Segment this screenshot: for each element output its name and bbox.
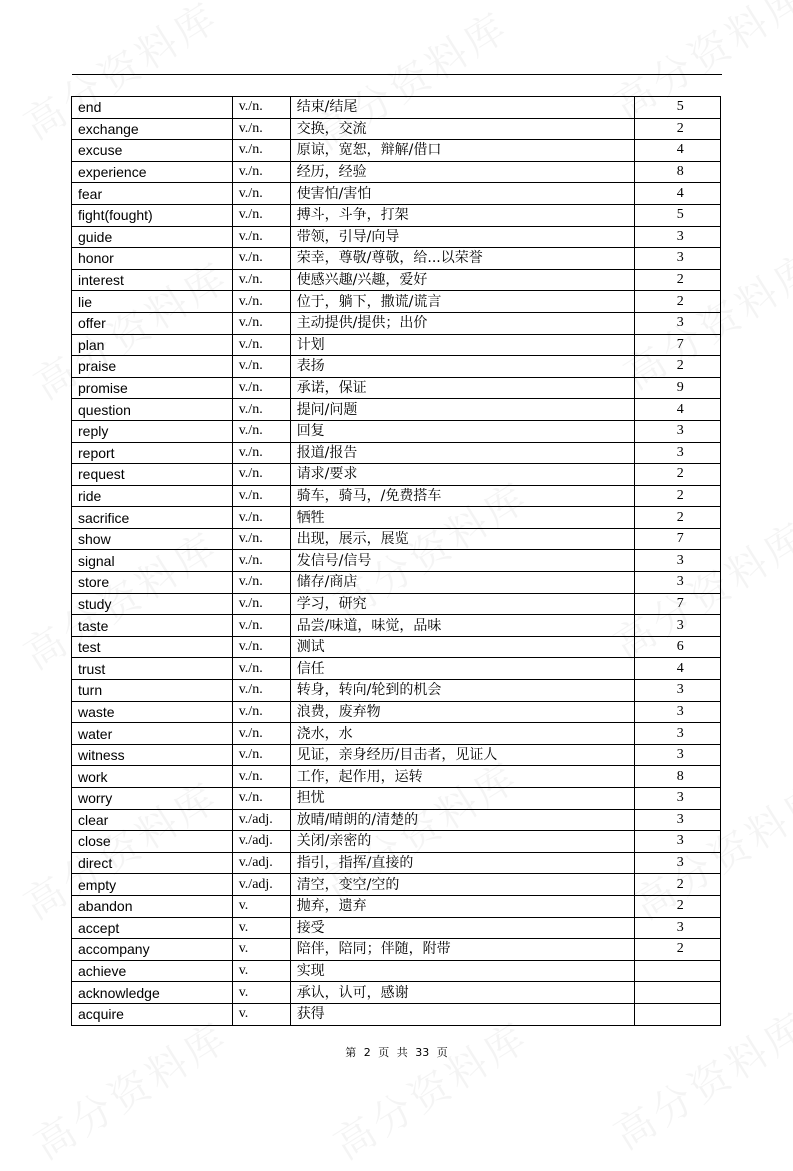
frequency-cell: 2 [634,464,721,486]
part-of-speech-cell: v./n. [232,572,290,594]
part-of-speech-cell: v./n. [232,680,290,702]
word-cell: achieve [72,960,233,982]
table-row [72,291,721,313]
meaning-cell: 品尝/味道，味觉，品味 [290,615,634,637]
word-cell: close [72,831,233,853]
meaning-cell: 转身，转向/轮到的机会 [290,680,634,702]
part-of-speech-cell: v./n. [232,723,290,745]
part-of-speech-cell: v./n. [232,788,290,810]
word-cell: promise [72,377,233,399]
frequency-cell [634,960,721,982]
word-cell: question [72,399,233,421]
part-of-speech-cell: v./n. [232,420,290,442]
frequency-cell: 3 [634,680,721,702]
frequency-cell: 7 [634,334,721,356]
table-row [72,399,721,421]
frequency-cell: 3 [634,701,721,723]
watermark [22,1006,239,1171]
part-of-speech-cell: v./n. [232,658,290,680]
table-row [72,874,721,896]
meaning-cell: 承认，认可，感谢 [290,982,634,1004]
meaning-cell: 请求/要求 [290,464,634,486]
frequency-cell: 3 [634,852,721,874]
part-of-speech-cell: v./n. [232,744,290,766]
meaning-cell: 抛弃，遗弃 [290,895,634,917]
frequency-cell: 3 [634,788,721,810]
frequency-cell: 3 [634,420,721,442]
frequency-cell: 7 [634,593,721,615]
word-cell: turn [72,680,233,702]
table-row [72,161,721,183]
word-cell: empty [72,874,233,896]
word-cell: work [72,766,233,788]
part-of-speech-cell: v./n. [232,593,290,615]
meaning-cell: 获得 [290,1003,634,1025]
frequency-cell [634,982,721,1004]
word-cell: offer [72,312,233,334]
word-cell: reply [72,420,233,442]
meaning-cell: 承诺，保证 [290,377,634,399]
word-cell: excuse [72,140,233,162]
footer-total-unit: 页 [436,1046,448,1059]
part-of-speech-cell: v./n. [232,464,290,486]
table-row [72,982,721,1004]
frequency-cell: 3 [634,226,721,248]
frequency-cell: 3 [634,550,721,572]
table-row [72,507,721,529]
part-of-speech-cell: v./n. [232,701,290,723]
word-cell: accompany [72,939,233,961]
part-of-speech-cell: v./n. [232,377,290,399]
meaning-cell: 提问/问题 [290,399,634,421]
footer-prefix: 第 [345,1046,357,1059]
frequency-cell: 3 [634,312,721,334]
table-row [72,895,721,917]
frequency-cell: 2 [634,269,721,291]
frequency-cell: 4 [634,399,721,421]
meaning-cell: 放晴/晴朗的/清楚的 [290,809,634,831]
table-row [72,766,721,788]
meaning-cell: 出现，展示，展览 [290,528,634,550]
table-row [72,248,721,270]
table-row [72,593,721,615]
part-of-speech-cell: v./n. [232,442,290,464]
part-of-speech-cell: v./n. [232,550,290,572]
frequency-cell [634,1003,721,1025]
part-of-speech-cell: v./n. [232,97,290,119]
frequency-cell: 2 [634,874,721,896]
meaning-cell: 交换，交流 [290,118,634,140]
table-row [72,356,721,378]
table-row [72,118,721,140]
word-cell: fight(fought) [72,204,233,226]
meaning-cell: 信任 [290,658,634,680]
meaning-cell: 见证，亲身经历/目击者，见证人 [290,744,634,766]
frequency-cell: 2 [634,939,721,961]
part-of-speech-cell: v. [232,895,290,917]
word-cell: ride [72,485,233,507]
frequency-cell: 2 [634,356,721,378]
vocabulary-table [71,96,721,1026]
table-row [72,852,721,874]
word-cell: experience [72,161,233,183]
frequency-cell: 2 [634,118,721,140]
part-of-speech-cell: v./n. [232,485,290,507]
table-row [72,528,721,550]
frequency-cell: 4 [634,183,721,205]
part-of-speech-cell: v./n. [232,507,290,529]
part-of-speech-cell: v./n. [232,118,290,140]
part-of-speech-cell: v./n. [232,528,290,550]
meaning-cell: 荣幸，尊敬/尊敬，给...以荣誉 [290,248,634,270]
word-cell: show [72,528,233,550]
part-of-speech-cell: v./n. [232,140,290,162]
part-of-speech-cell: v./n. [232,226,290,248]
part-of-speech-cell: v./adj. [232,852,290,874]
word-cell: water [72,723,233,745]
word-cell: abandon [72,895,233,917]
word-cell: acquire [72,1003,233,1025]
word-cell: exchange [72,118,233,140]
word-cell: praise [72,356,233,378]
meaning-cell: 使害怕/害怕 [290,183,634,205]
word-cell: witness [72,744,233,766]
part-of-speech-cell: v./n. [232,399,290,421]
table-row [72,226,721,248]
table-row [72,1003,721,1025]
table-row [72,831,721,853]
frequency-cell: 2 [634,485,721,507]
part-of-speech-cell: v./adj. [232,831,290,853]
table-row [72,464,721,486]
frequency-cell: 5 [634,204,721,226]
word-cell: honor [72,248,233,270]
meaning-cell: 搏斗，斗争，打架 [290,204,634,226]
frequency-cell: 3 [634,744,721,766]
meaning-cell: 储存/商店 [290,572,634,594]
word-cell: interest [72,269,233,291]
meaning-cell: 接受 [290,917,634,939]
table-row [72,183,721,205]
word-cell: accept [72,917,233,939]
table-row [72,204,721,226]
table-row [72,917,721,939]
table-row [72,658,721,680]
table-row [72,97,721,119]
table-row [72,140,721,162]
frequency-cell: 6 [634,636,721,658]
word-cell: plan [72,334,233,356]
word-cell: test [72,636,233,658]
part-of-speech-cell: v./n. [232,291,290,313]
word-cell: guide [72,226,233,248]
word-cell: study [72,593,233,615]
watermark [322,1006,539,1171]
meaning-cell: 计划 [290,334,634,356]
meaning-cell: 陪伴，陪同；伴随，附带 [290,939,634,961]
part-of-speech-cell: v. [232,982,290,1004]
table-row [72,723,721,745]
table-row [72,939,721,961]
word-cell: taste [72,615,233,637]
meaning-cell: 清空，变空/空的 [290,874,634,896]
meaning-cell: 实现 [290,960,634,982]
part-of-speech-cell: v./n. [232,334,290,356]
frequency-cell: 3 [634,572,721,594]
header-rule [72,74,722,75]
frequency-cell: 8 [634,161,721,183]
meaning-cell: 工作，起作用，运转 [290,766,634,788]
meaning-cell: 浪费，废弃物 [290,701,634,723]
frequency-cell: 2 [634,507,721,529]
table-row [72,744,721,766]
part-of-speech-cell: v./n. [232,766,290,788]
frequency-cell: 3 [634,723,721,745]
table-row [72,269,721,291]
part-of-speech-cell: v. [232,917,290,939]
word-cell: request [72,464,233,486]
table-row [72,550,721,572]
part-of-speech-cell: v. [232,939,290,961]
part-of-speech-cell: v./n. [232,269,290,291]
meaning-cell: 关闭/亲密的 [290,831,634,853]
meaning-cell: 回复 [290,420,634,442]
footer-page-number: 2 [363,1046,371,1059]
part-of-speech-cell: v./n. [232,356,290,378]
frequency-cell: 2 [634,291,721,313]
footer-total-label: 共 [396,1046,408,1059]
meaning-cell: 原谅，宽恕，辩解/借口 [290,140,634,162]
meaning-cell: 表扬 [290,356,634,378]
frequency-cell: 3 [634,917,721,939]
part-of-speech-cell: v. [232,960,290,982]
footer-total-pages: 33 [415,1046,430,1059]
word-cell: fear [72,183,233,205]
meaning-cell: 结束/结尾 [290,97,634,119]
word-cell: direct [72,852,233,874]
frequency-cell: 8 [634,766,721,788]
table-row [72,960,721,982]
meaning-cell: 主动提供/提供；出价 [290,312,634,334]
word-cell: trust [72,658,233,680]
word-cell: worry [72,788,233,810]
meaning-cell: 测试 [290,636,634,658]
part-of-speech-cell: v./adj. [232,809,290,831]
page-footer [0,1044,793,1060]
meaning-cell: 使感兴趣/兴趣，爱好 [290,269,634,291]
table-row [72,788,721,810]
table-row [72,809,721,831]
frequency-cell: 9 [634,377,721,399]
word-cell: store [72,572,233,594]
table-row [72,680,721,702]
meaning-cell: 指引，指挥/直接的 [290,852,634,874]
frequency-cell: 4 [634,658,721,680]
frequency-cell: 4 [634,140,721,162]
meaning-cell: 发信号/信号 [290,550,634,572]
meaning-cell: 学习，研究 [290,593,634,615]
word-cell: report [72,442,233,464]
meaning-cell: 担忧 [290,788,634,810]
meaning-cell: 骑车，骑马，/免费搭车 [290,485,634,507]
frequency-cell: 3 [634,615,721,637]
frequency-cell: 3 [634,831,721,853]
frequency-cell: 5 [634,97,721,119]
part-of-speech-cell: v./n. [232,615,290,637]
table-row [72,334,721,356]
word-cell: sacrifice [72,507,233,529]
frequency-cell: 2 [634,895,721,917]
meaning-cell: 带领，引导/向导 [290,226,634,248]
part-of-speech-cell: v./n. [232,636,290,658]
meaning-cell: 报道/报告 [290,442,634,464]
word-cell: acknowledge [72,982,233,1004]
table-row [72,420,721,442]
table-row [72,701,721,723]
frequency-cell: 3 [634,442,721,464]
table-row [72,312,721,334]
word-cell: clear [72,809,233,831]
table-row [72,485,721,507]
frequency-cell: 7 [634,528,721,550]
part-of-speech-cell: v./n. [232,183,290,205]
word-cell: end [72,97,233,119]
part-of-speech-cell: v./n. [232,248,290,270]
table-row [72,377,721,399]
part-of-speech-cell: v./n. [232,312,290,334]
meaning-cell: 浇水，水 [290,723,634,745]
word-cell: waste [72,701,233,723]
table-row [72,572,721,594]
meaning-cell: 牺牲 [290,507,634,529]
meaning-cell: 位于，躺下，撒谎/谎言 [290,291,634,313]
vocabulary-table-body [72,97,721,1026]
part-of-speech-cell: v./adj. [232,874,290,896]
word-cell: lie [72,291,233,313]
part-of-speech-cell: v. [232,1003,290,1025]
frequency-cell: 3 [634,809,721,831]
frequency-cell: 3 [634,248,721,270]
table-row [72,442,721,464]
footer-page-unit: 页 [378,1046,390,1059]
table-row [72,615,721,637]
table-row [72,636,721,658]
part-of-speech-cell: v./n. [232,161,290,183]
word-cell: signal [72,550,233,572]
meaning-cell: 经历，经验 [290,161,634,183]
part-of-speech-cell: v./n. [232,204,290,226]
